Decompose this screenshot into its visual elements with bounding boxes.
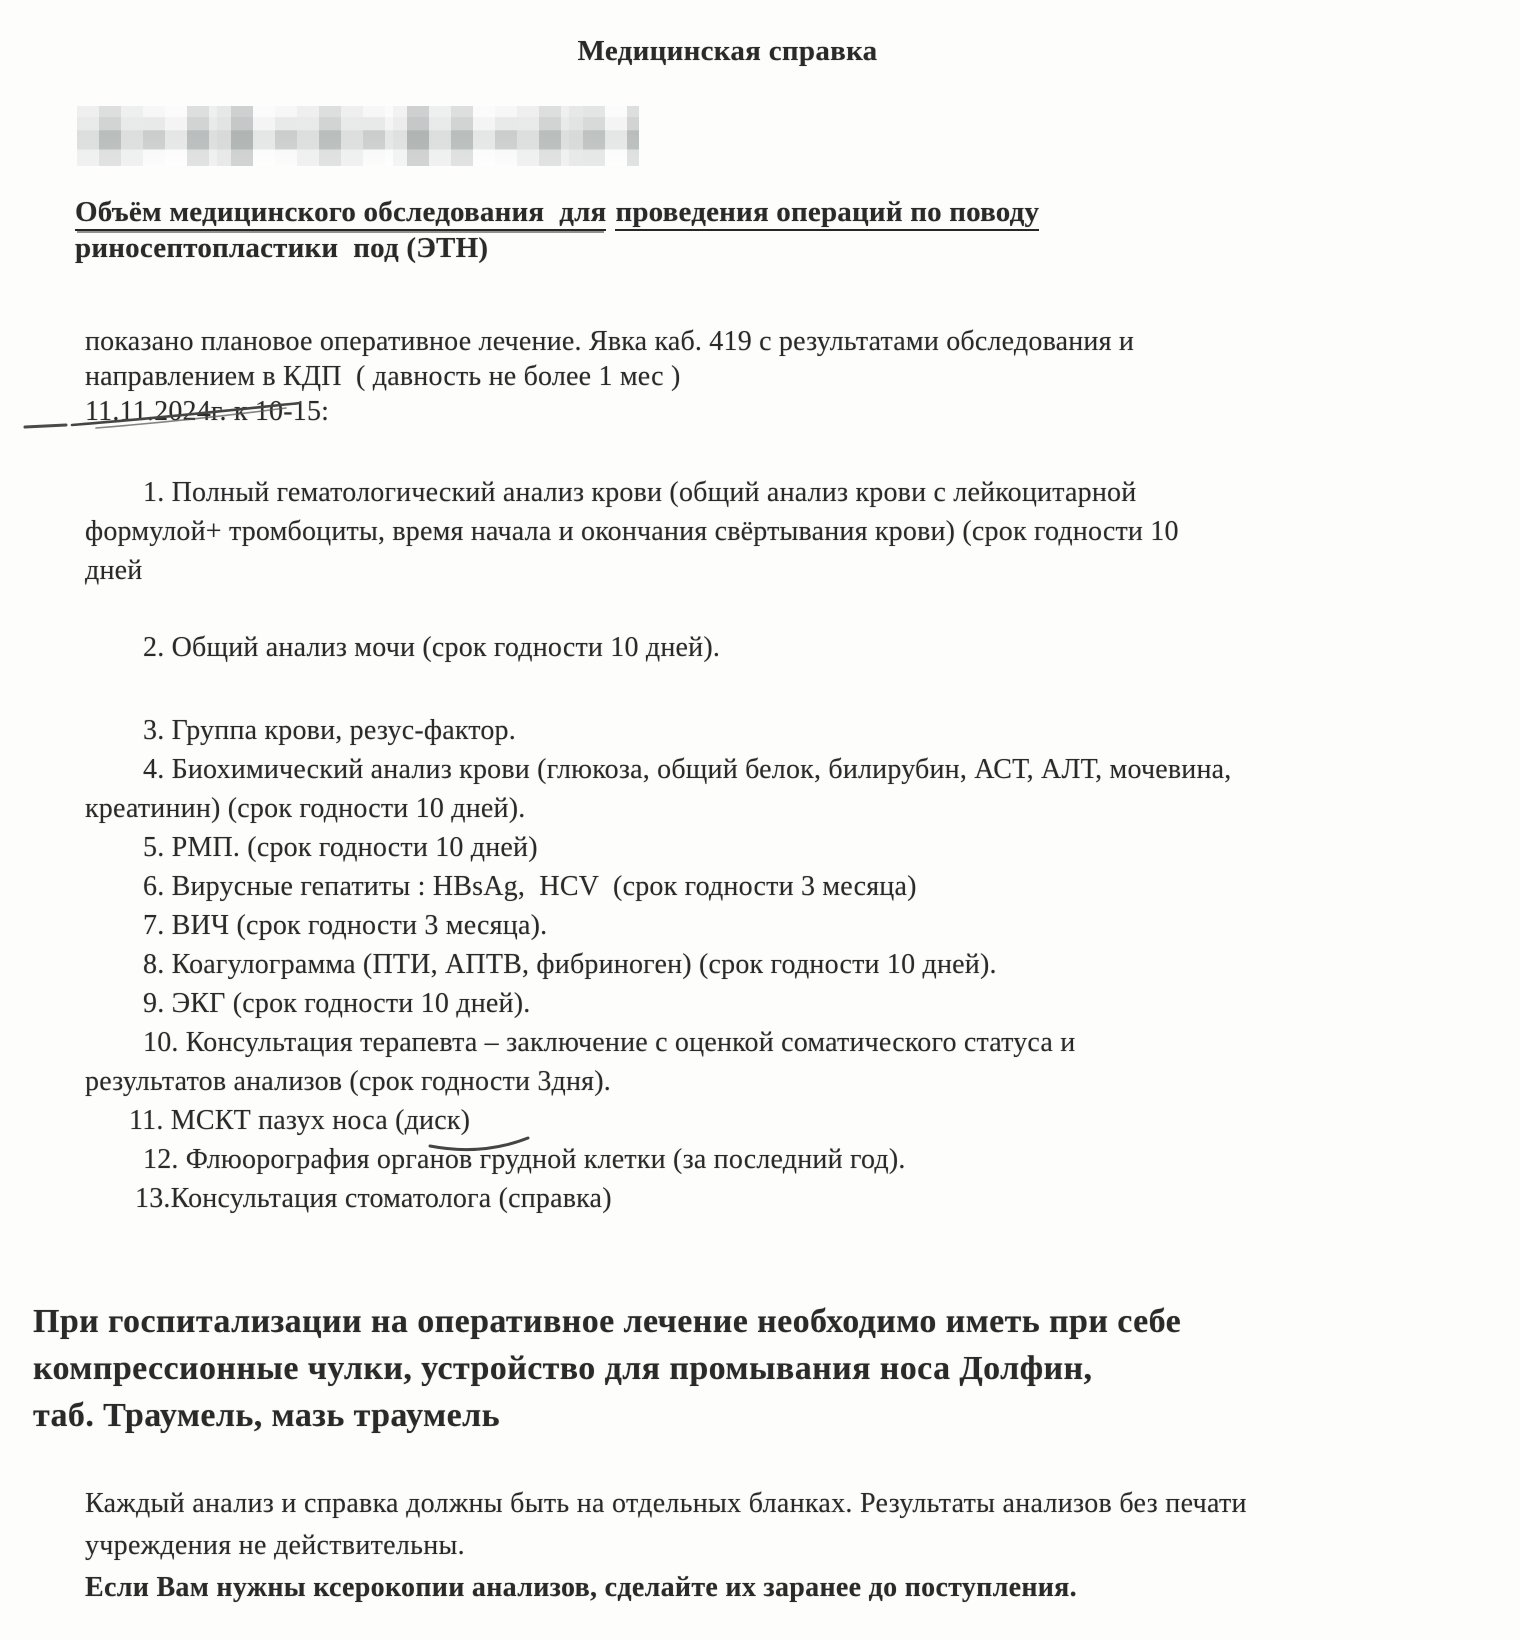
intro-paragraph (85, 324, 1480, 429)
list-item (85, 906, 1480, 945)
page-title: Медицинская справка (577, 35, 878, 67)
list-item (85, 750, 1480, 828)
notice-paragraph (33, 1298, 1480, 1439)
redacted-personal-info (77, 106, 639, 166)
list-item (85, 711, 1480, 750)
notice-line: таб. Траумель, мазь траумель (33, 1397, 500, 1434)
footer-line: Каждый анализ и справка должны быть на отдельных бланках. Результаты анализов без печати (85, 1488, 1247, 1519)
footer-note (85, 1483, 1480, 1609)
list-item (85, 867, 1480, 906)
list-item-line: 1. Полный гематологический анализ крови (общий анализ крови с лейкоцитарной (143, 477, 1137, 508)
list-item (85, 473, 1480, 590)
list-item-line: 12. Флюорография органов грудной клетки (за последний год). (143, 1144, 906, 1175)
list-item-line: 3. Группа крови, резус-фактор. (143, 715, 516, 746)
list-item-line: формулой+ тромбоциты, время начала и окончания свёртывания крови) (срок годности 10 (85, 516, 1179, 547)
list-item (85, 1023, 1480, 1101)
intro-line: показано плановое оперативное лечение. Явка каб. 419 с результатами обследования и (85, 326, 1135, 357)
list-item (85, 1101, 1480, 1140)
notice-line: При госпитализации на оперативное лечение необходимо иметь при себе (33, 1303, 1182, 1340)
list-item-line: 2. Общий анализ мочи (срок годности 10 дней). (143, 632, 721, 663)
footer-line: учреждения не действительны. (85, 1530, 465, 1561)
list-item-line: 11. МСКТ пазух носа (диск) (129, 1105, 471, 1136)
heading-underlined-segment-2: проведения операций по поводу (615, 196, 1039, 231)
notice-line: компрессионные чулки, устройство для промывания носа Долфин, (33, 1350, 1093, 1387)
list-item-line: 9. ЭКГ (срок годности 10 дней). (143, 988, 531, 1019)
heading-line-2: риносептопластики под (ЭТН) (75, 232, 489, 264)
list-item-line: 8. Коагулограмма (ПТИ, АПТВ, фибриноген) (срок годности 10 дней). (143, 949, 997, 980)
list-item-line: дней (85, 555, 143, 586)
list-item (85, 828, 1480, 867)
list-item-line: 13.Консультация стоматолога (справка) (135, 1183, 612, 1214)
heading-underlined-segment-1: Объём медицинского обследования для (75, 196, 606, 231)
list-item-line: 10. Консультация терапевта – заключение с оценкой соматического статуса и (143, 1027, 1076, 1058)
section-heading (75, 194, 1480, 266)
list-item (85, 945, 1480, 984)
list-item (85, 1179, 1480, 1218)
exam-list (85, 473, 1480, 1218)
list-item-line: результатов анализов (срок годности 3дня). (85, 1066, 611, 1097)
list-item (85, 628, 1480, 667)
list-item-line: 5. РМП. (срок годности 10 дней) (143, 832, 538, 863)
footer-bold-line: Если Вам нужны ксерокопии анализов, сделайте их заранее до поступления. (85, 1572, 1077, 1603)
intro-appointment-date: 11.11.2024г. к 10-15: (85, 396, 330, 427)
list-item-line: 4. Биохимический анализ крови (глюкоза, общий белок, билирубин, АСТ, АЛТ, мочевина, (143, 754, 1232, 785)
list-item-line: 7. ВИЧ (срок годности 3 месяца). (143, 910, 548, 941)
intro-line: направлением в КДП ( давность не более 1 мес ) (85, 361, 681, 392)
list-item-line: 6. Вирусные гепатиты : HBsAg, HCV (срок годности 3 месяца) (143, 871, 917, 902)
list-item (85, 1140, 1480, 1179)
heading-line-1 (75, 194, 1480, 230)
list-item (85, 984, 1480, 1023)
list-item-line: креатинин) (срок годности 10 дней). (85, 793, 526, 824)
